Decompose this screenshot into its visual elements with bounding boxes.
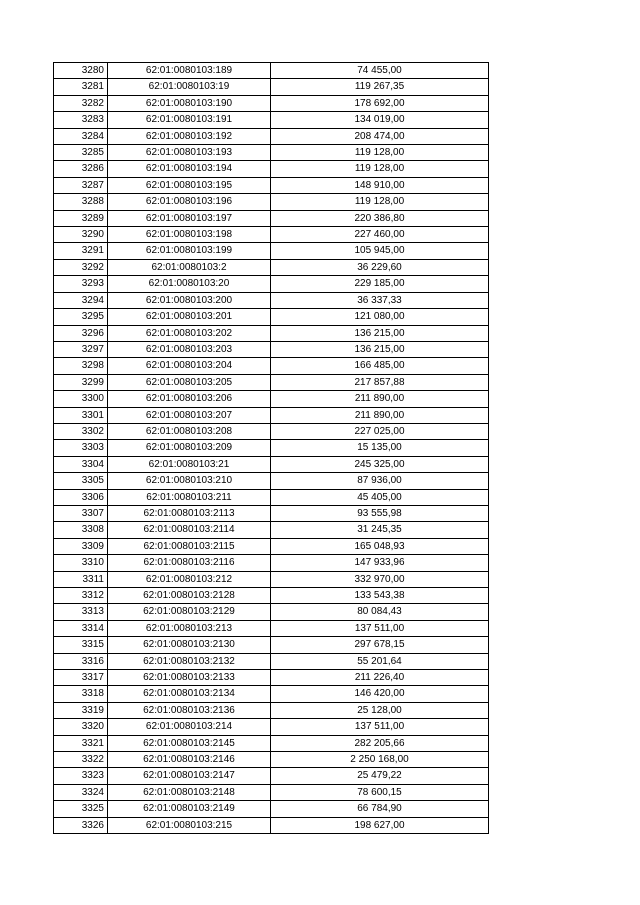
table-row [54, 259, 489, 275]
row-number-cell: 3292 [54, 259, 108, 275]
row-number-cell: 3281 [54, 79, 108, 95]
row-number-cell: 3303 [54, 440, 108, 456]
cadastral-value-cell: 211 890,00 [271, 391, 489, 407]
table-row [54, 145, 489, 161]
row-number-cell: 3284 [54, 128, 108, 144]
row-number-cell: 3280 [54, 63, 108, 79]
table-row [54, 292, 489, 308]
cadastral-value-cell: 166 485,00 [271, 358, 489, 374]
row-number-cell: 3313 [54, 604, 108, 620]
row-number-cell: 3305 [54, 473, 108, 489]
cadastral-value-cell: 148 910,00 [271, 177, 489, 193]
table-row [54, 79, 489, 95]
table-row [54, 620, 489, 636]
table-row [54, 112, 489, 128]
cadastral-number-cell: 62:01:0080103:191 [108, 112, 271, 128]
cadastral-number-cell: 62:01:0080103:2148 [108, 784, 271, 800]
cadastral-value-cell: 217 857,88 [271, 374, 489, 390]
row-number-cell: 3282 [54, 95, 108, 111]
row-number-cell: 3293 [54, 276, 108, 292]
row-number-cell: 3300 [54, 391, 108, 407]
cadastral-number-cell: 62:01:0080103:2132 [108, 653, 271, 669]
cadastral-number-cell: 62:01:0080103:2129 [108, 604, 271, 620]
cadastral-value-cell: 229 185,00 [271, 276, 489, 292]
table-row [54, 423, 489, 439]
table-row [54, 194, 489, 210]
table-row [54, 95, 489, 111]
table-row [54, 768, 489, 784]
row-number-cell: 3288 [54, 194, 108, 210]
table-row [54, 309, 489, 325]
cadastral-number-cell: 62:01:0080103:2113 [108, 505, 271, 521]
cadastral-value-cell: 282 205,66 [271, 735, 489, 751]
table-row [54, 440, 489, 456]
row-number-cell: 3318 [54, 686, 108, 702]
cadastral-value-cell: 211 890,00 [271, 407, 489, 423]
row-number-cell: 3302 [54, 423, 108, 439]
cadastral-value-cell: 211 226,40 [271, 670, 489, 686]
cadastral-number-cell: 62:01:0080103:2133 [108, 670, 271, 686]
cadastral-value-cell: 105 945,00 [271, 243, 489, 259]
cadastral-number-cell: 62:01:0080103:214 [108, 719, 271, 735]
row-number-cell: 3324 [54, 784, 108, 800]
row-number-cell: 3290 [54, 227, 108, 243]
table-row [54, 670, 489, 686]
cadastral-number-cell: 62:01:0080103:199 [108, 243, 271, 259]
cadastral-value-cell: 297 678,15 [271, 637, 489, 653]
table-row [54, 374, 489, 390]
cadastral-value-cell: 87 936,00 [271, 473, 489, 489]
table-body [54, 63, 489, 834]
row-number-cell: 3322 [54, 752, 108, 768]
cadastral-number-cell: 62:01:0080103:212 [108, 571, 271, 587]
cadastral-number-cell: 62:01:0080103:215 [108, 817, 271, 833]
row-number-cell: 3299 [54, 374, 108, 390]
cadastral-value-cell: 25 128,00 [271, 702, 489, 718]
table-row [54, 456, 489, 472]
table-row [54, 177, 489, 193]
cadastral-number-cell: 62:01:0080103:202 [108, 325, 271, 341]
row-number-cell: 3304 [54, 456, 108, 472]
row-number-cell: 3312 [54, 588, 108, 604]
table-row [54, 571, 489, 587]
table-row [54, 686, 489, 702]
table-row [54, 784, 489, 800]
cadastral-number-cell: 62:01:0080103:2116 [108, 555, 271, 571]
cadastral-number-cell: 62:01:0080103:190 [108, 95, 271, 111]
row-number-cell: 3323 [54, 768, 108, 784]
row-number-cell: 3286 [54, 161, 108, 177]
table-row [54, 407, 489, 423]
cadastral-value-cell: 119 267,35 [271, 79, 489, 95]
cadastral-number-cell: 62:01:0080103:208 [108, 423, 271, 439]
row-number-cell: 3297 [54, 341, 108, 357]
table-row [54, 227, 489, 243]
cadastral-number-cell: 62:01:0080103:211 [108, 489, 271, 505]
table-row [54, 702, 489, 718]
cadastral-value-table [53, 62, 489, 834]
cadastral-number-cell: 62:01:0080103:2115 [108, 538, 271, 554]
cadastral-value-cell: 134 019,00 [271, 112, 489, 128]
cadastral-value-cell: 78 600,15 [271, 784, 489, 800]
cadastral-value-cell: 137 511,00 [271, 719, 489, 735]
cadastral-number-cell: 62:01:0080103:21 [108, 456, 271, 472]
table-row [54, 817, 489, 833]
table-row [54, 391, 489, 407]
table-row [54, 735, 489, 751]
cadastral-number-cell: 62:01:0080103:192 [108, 128, 271, 144]
cadastral-number-cell: 62:01:0080103:210 [108, 473, 271, 489]
cadastral-number-cell: 62:01:0080103:189 [108, 63, 271, 79]
row-number-cell: 3307 [54, 505, 108, 521]
cadastral-number-cell: 62:01:0080103:200 [108, 292, 271, 308]
table-row [54, 801, 489, 817]
cadastral-value-cell: 31 245,35 [271, 522, 489, 538]
cadastral-value-cell: 208 474,00 [271, 128, 489, 144]
cadastral-number-cell: 62:01:0080103:195 [108, 177, 271, 193]
cadastral-number-cell: 62:01:0080103:201 [108, 309, 271, 325]
table-row [54, 505, 489, 521]
cadastral-number-cell: 62:01:0080103:2114 [108, 522, 271, 538]
row-number-cell: 3289 [54, 210, 108, 226]
cadastral-number-cell: 62:01:0080103:2134 [108, 686, 271, 702]
cadastral-value-cell: 178 692,00 [271, 95, 489, 111]
cadastral-number-cell: 62:01:0080103:197 [108, 210, 271, 226]
table-row [54, 555, 489, 571]
cadastral-number-cell: 62:01:0080103:213 [108, 620, 271, 636]
cadastral-number-cell: 62:01:0080103:2149 [108, 801, 271, 817]
row-number-cell: 3326 [54, 817, 108, 833]
cadastral-value-cell: 220 386,80 [271, 210, 489, 226]
row-number-cell: 3315 [54, 637, 108, 653]
cadastral-number-cell: 62:01:0080103:196 [108, 194, 271, 210]
table-row [54, 604, 489, 620]
row-number-cell: 3314 [54, 620, 108, 636]
row-number-cell: 3325 [54, 801, 108, 817]
cadastral-value-cell: 198 627,00 [271, 817, 489, 833]
row-number-cell: 3310 [54, 555, 108, 571]
cadastral-number-cell: 62:01:0080103:194 [108, 161, 271, 177]
row-number-cell: 3301 [54, 407, 108, 423]
cadastral-value-cell: 80 084,43 [271, 604, 489, 620]
cadastral-value-cell: 137 511,00 [271, 620, 489, 636]
cadastral-number-cell: 62:01:0080103:19 [108, 79, 271, 95]
cadastral-value-cell: 45 405,00 [271, 489, 489, 505]
table-row [54, 358, 489, 374]
cadastral-value-cell: 66 784,90 [271, 801, 489, 817]
row-number-cell: 3298 [54, 358, 108, 374]
table-row [54, 63, 489, 79]
cadastral-value-cell: 146 420,00 [271, 686, 489, 702]
row-number-cell: 3283 [54, 112, 108, 128]
cadastral-number-cell: 62:01:0080103:205 [108, 374, 271, 390]
cadastral-value-cell: 227 025,00 [271, 423, 489, 439]
cadastral-value-cell: 119 128,00 [271, 161, 489, 177]
table-row [54, 243, 489, 259]
cadastral-value-cell: 93 555,98 [271, 505, 489, 521]
row-number-cell: 3311 [54, 571, 108, 587]
row-number-cell: 3285 [54, 145, 108, 161]
cadastral-value-cell: 36 337,33 [271, 292, 489, 308]
cadastral-value-cell: 55 201,64 [271, 653, 489, 669]
cadastral-number-cell: 62:01:0080103:2146 [108, 752, 271, 768]
cadastral-number-cell: 62:01:0080103:2 [108, 259, 271, 275]
row-number-cell: 3321 [54, 735, 108, 751]
table-row [54, 473, 489, 489]
table-row [54, 719, 489, 735]
cadastral-value-cell: 119 128,00 [271, 145, 489, 161]
row-number-cell: 3319 [54, 702, 108, 718]
cadastral-value-cell: 2 250 168,00 [271, 752, 489, 768]
row-number-cell: 3287 [54, 177, 108, 193]
cadastral-value-cell: 136 215,00 [271, 325, 489, 341]
row-number-cell: 3306 [54, 489, 108, 505]
cadastral-number-cell: 62:01:0080103:207 [108, 407, 271, 423]
row-number-cell: 3317 [54, 670, 108, 686]
cadastral-number-cell: 62:01:0080103:2145 [108, 735, 271, 751]
cadastral-value-cell: 119 128,00 [271, 194, 489, 210]
cadastral-number-cell: 62:01:0080103:206 [108, 391, 271, 407]
cadastral-number-cell: 62:01:0080103:204 [108, 358, 271, 374]
cadastral-number-cell: 62:01:0080103:203 [108, 341, 271, 357]
table-row [54, 752, 489, 768]
cadastral-value-cell: 121 080,00 [271, 309, 489, 325]
cadastral-value-cell: 36 229,60 [271, 259, 489, 275]
cadastral-value-cell: 332 970,00 [271, 571, 489, 587]
cadastral-value-cell: 147 933,96 [271, 555, 489, 571]
cadastral-value-cell: 136 215,00 [271, 341, 489, 357]
row-number-cell: 3296 [54, 325, 108, 341]
table-row [54, 588, 489, 604]
table-row [54, 637, 489, 653]
cadastral-value-cell: 15 135,00 [271, 440, 489, 456]
table-row [54, 276, 489, 292]
table-row [54, 489, 489, 505]
cadastral-number-cell: 62:01:0080103:209 [108, 440, 271, 456]
row-number-cell: 3320 [54, 719, 108, 735]
table-row [54, 128, 489, 144]
cadastral-value-cell: 245 325,00 [271, 456, 489, 472]
row-number-cell: 3295 [54, 309, 108, 325]
cadastral-value-cell: 227 460,00 [271, 227, 489, 243]
table-row [54, 653, 489, 669]
table-row [54, 538, 489, 554]
cadastral-value-cell: 25 479,22 [271, 768, 489, 784]
row-number-cell: 3294 [54, 292, 108, 308]
table-row [54, 341, 489, 357]
cadastral-number-cell: 62:01:0080103:2130 [108, 637, 271, 653]
cadastral-value-cell: 165 048,93 [271, 538, 489, 554]
table-row [54, 210, 489, 226]
cadastral-number-cell: 62:01:0080103:20 [108, 276, 271, 292]
table-row [54, 325, 489, 341]
cadastral-number-cell: 62:01:0080103:198 [108, 227, 271, 243]
row-number-cell: 3308 [54, 522, 108, 538]
row-number-cell: 3309 [54, 538, 108, 554]
row-number-cell: 3316 [54, 653, 108, 669]
cadastral-number-cell: 62:01:0080103:2147 [108, 768, 271, 784]
row-number-cell: 3291 [54, 243, 108, 259]
cadastral-value-cell: 74 455,00 [271, 63, 489, 79]
table-row [54, 522, 489, 538]
cadastral-number-cell: 62:01:0080103:193 [108, 145, 271, 161]
cadastral-number-cell: 62:01:0080103:2136 [108, 702, 271, 718]
cadastral-number-cell: 62:01:0080103:2128 [108, 588, 271, 604]
table-row [54, 161, 489, 177]
cadastral-value-cell: 133 543,38 [271, 588, 489, 604]
